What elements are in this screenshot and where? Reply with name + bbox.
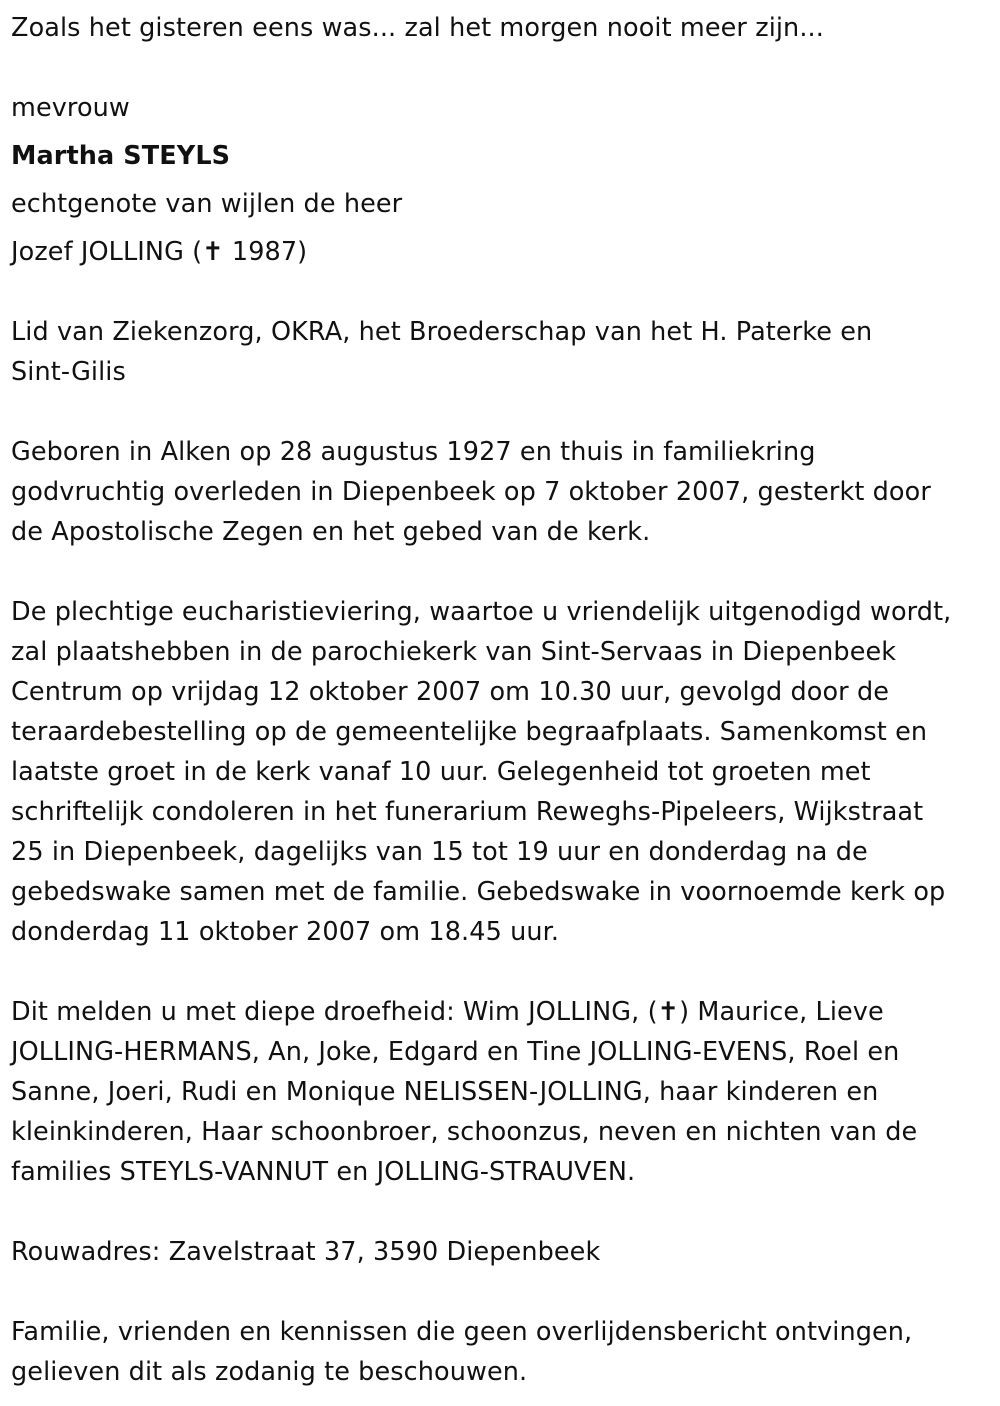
family-paragraph	[11, 992, 988, 1192]
paragraph-line: donderdag 11 oktober 2007 om 18.45 uur.	[11, 917, 560, 947]
spacer	[11, 552, 988, 592]
honorific: mevrouw	[11, 93, 130, 123]
paragraph-line: 25 in Diepenbeek, dagelijks van 15 tot 19 uur en donderdag na de	[11, 837, 868, 867]
paragraph-line: kleinkinderen, Haar schoonbroer, schoonzus, neven en nichten van de	[11, 1117, 918, 1147]
paragraph-line: gelieven dit als zodanig te beschouwen.	[11, 1357, 528, 1387]
paragraph-line: Familie, vrienden en kennissen die geen overlijdensbericht ontvingen,	[11, 1317, 913, 1347]
birth-death-paragraph	[11, 432, 988, 552]
closing-paragraph	[11, 1312, 988, 1392]
paragraph-line: de Apostolische Zegen en het gebed van de kerk.	[11, 517, 651, 547]
spacer	[11, 272, 988, 312]
mourning-address: Rouwadres: Zavelstraat 37, 3590 Diepenbeek	[11, 1237, 601, 1267]
funeral-paragraph	[11, 592, 988, 952]
paragraph-line: families STEYLS-VANNUT en JOLLING-STRAUVEN.	[11, 1157, 636, 1187]
spacer	[11, 392, 988, 432]
paragraph-line: Dit melden u met diepe droefheid: Wim JOLLING, (✝) Maurice, Lieve	[11, 997, 884, 1027]
spouse-name: Jozef JOLLING (✝ 1987)	[11, 237, 308, 267]
paragraph-line: godvruchtig overleden in Diepenbeek op 7 oktober 2007, gesterkt door	[11, 477, 931, 507]
paragraph-line: Sint-Gilis	[11, 357, 126, 387]
paragraph-line: zal plaatshebben in de parochiekerk van Sint-Servaas in Diepenbeek	[11, 637, 897, 667]
paragraph-line: Lid van Ziekenzorg, OKRA, het Broederschap van het H. Paterke en	[11, 317, 873, 347]
paragraph-line: Sanne, Joeri, Rudi en Monique NELISSEN-JOLLING, haar kinderen en	[11, 1077, 879, 1107]
spouse-intro: echtgenote van wijlen de heer	[11, 189, 403, 219]
paragraph-line: laatste groet in de kerk vanaf 10 uur. Gelegenheid tot groeten met	[11, 757, 871, 787]
spacer	[11, 952, 988, 992]
spacer	[11, 1272, 988, 1312]
paragraph-line: Centrum op vrijdag 12 oktober 2007 om 10.30 uur, gevolgd door de	[11, 677, 890, 707]
spacer	[11, 48, 988, 88]
membership-paragraph	[11, 312, 988, 392]
paragraph-line: De plechtige eucharistieviering, waartoe u vriendelijk uitgenodigd wordt,	[11, 597, 952, 627]
paragraph-line: gebedswake samen met de familie. Gebedswake in voornoemde kerk op	[11, 877, 946, 907]
motto: Zoals het gisteren eens was... zal het morgen nooit meer zijn...	[11, 13, 824, 43]
paragraph-line: schriftelijk condoleren in het funerarium Reweghs-Pipeleers, Wijkstraat	[11, 797, 924, 827]
paragraph-line: Geboren in Alken op 28 augustus 1927 en thuis in familiekring	[11, 437, 816, 467]
spacer	[11, 1192, 988, 1232]
deceased-name: Martha STEYLS	[11, 141, 231, 171]
paragraph-line: teraardebestelling op de gemeentelijke begraafplaats. Samenkomst en	[11, 717, 928, 747]
paragraph-line: JOLLING-HERMANS, An, Joke, Edgard en Tine JOLLING-EVENS, Roel en	[11, 1037, 900, 1067]
